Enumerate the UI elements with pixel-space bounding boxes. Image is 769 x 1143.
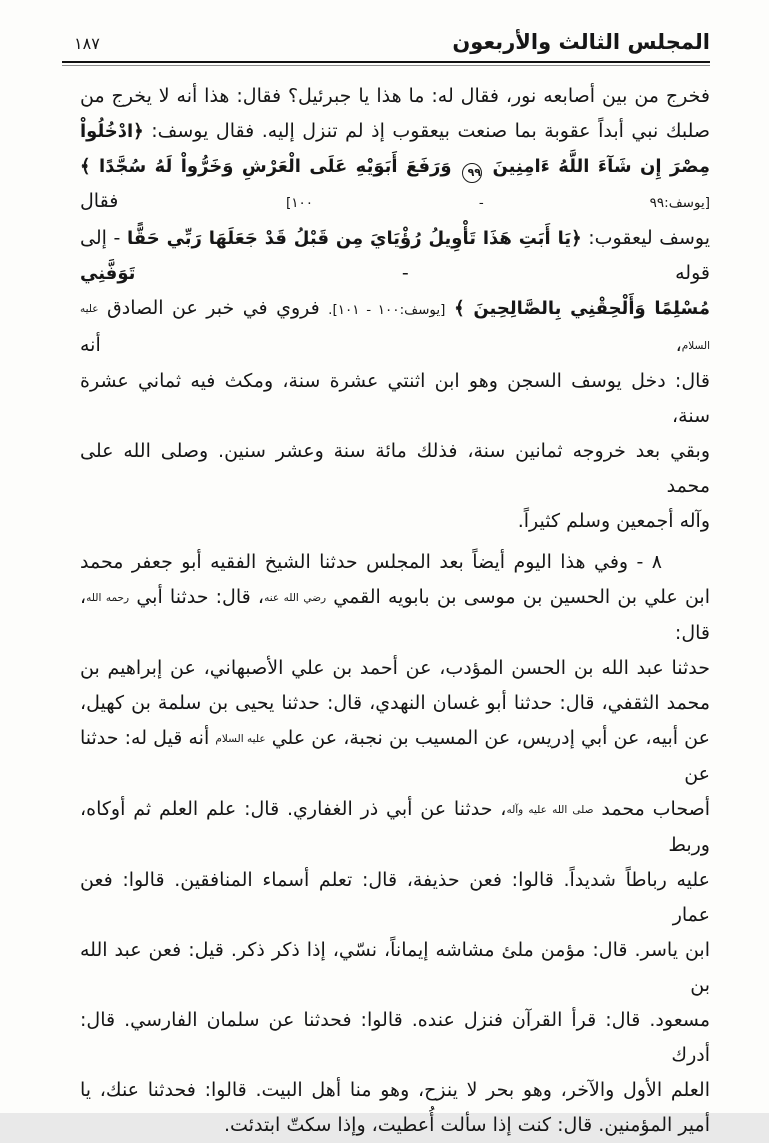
text-line: حدثنا عبد الله بن الحسن المؤدب، عن أحمد بن علي الأصبهاني، عن إبراهيم بن: [80, 657, 710, 679]
honorific-mark: عليه السلام: [80, 303, 710, 352]
text-line: [80, 291, 710, 364]
narration-text: ، قال:: [80, 586, 710, 644]
page-number: ١٨٧: [74, 34, 100, 53]
text-line: قال: دخل يوسف السجن وهو ابن اثنتي عشرة سنة، ومكث فيه ثماني عشرة سنة،: [80, 370, 710, 427]
honorific-mark: رضي الله عنه: [264, 592, 327, 604]
honorific-mark: عليه السلام: [215, 733, 266, 745]
narration-text: ، قال: حدثنا أبي: [129, 586, 265, 608]
quran-verse: ﴿يَا أَبَتِ هَذَا تَأْوِيلُ رُؤْيَايَ مِن قَبْلُ قَدْ جَعَلَهَا رَبِّي حَقًّا: [127, 228, 582, 249]
text-line: مسعود. قال: قرأ القرآن فنزل عنده. قالوا: فحدثنا عن سلمان الفارسي. قال: أدرك: [80, 1009, 710, 1066]
quran-verse: تَوَفَّنِي: [80, 263, 136, 284]
narration-text: فروي في خبر عن الصادق: [98, 297, 329, 319]
narration-text: ، حدثنا عن أبي ذر الغفاري. قال: علم العلم ثم أوكاه، وربط: [80, 798, 710, 856]
narration-text: أصحاب محمد: [593, 798, 711, 820]
text-line: ٨ - وفي هذا اليوم أيضاً بعد المجلس حدثنا الشيخ الفقيه أبو جعفر محمد: [80, 551, 662, 573]
text-line: عليه رباطاً شديداً. قالوا: فعن حذيفة، قال: تعلم أسماء المنافقين. قالوا: فعن عمار: [80, 869, 710, 926]
chapter-title: المجلس الثالث والأربعون: [452, 30, 710, 54]
honorific-mark: رحمه الله: [86, 592, 130, 604]
narration-text: يوسف ليعقوب:: [581, 227, 710, 249]
text-line: أمير المؤمنين. قال: كنت إذا سألت أُعطيت، وإذا سكتّ ابتدئت.: [224, 1114, 710, 1136]
text-line: [80, 149, 710, 221]
text-line: فخرج من بين أصابعه نور، فقال له: ما هذا يا جبرئيل؟ فقال: هذا أنه لا يخرج من: [80, 85, 710, 107]
paragraph-2: [80, 545, 710, 1143]
quran-verse: وَرَفَعَ أَبَوَيْهِ عَلَى الْعَرْشِ وَخَرُّواْ لَهُ سُجَّدًا ﴾: [80, 156, 461, 177]
text-line: وآله أجمعين وسلم كثيراً.: [517, 510, 710, 532]
text-line: [80, 792, 710, 863]
text-line: ابن ياسر. قال: مؤمن ملئ مشاشه إيماناً، نسّي، إذا ذكر ذكر. قيل: فعن عبد الله بن: [80, 939, 710, 996]
text-line: وبقي بعد خروجه ثمانين سنة، فذلك مائة سنة وعشر سنين. وصلى الله على محمد: [80, 440, 710, 497]
page-header: [0, 0, 769, 54]
narration-text: - إلى قوله -: [80, 227, 710, 284]
quran-verse: مُسْلِمًا وَأَلْحِقْنِي بِالصَّالِحِينَ ﴾: [445, 298, 710, 319]
paragraph-1: [80, 79, 710, 539]
narration-text: أنه قيل له: حدثنا عن: [80, 727, 710, 785]
page-body: [0, 66, 769, 1143]
honorific-mark: صلى الله عليه وآله: [506, 804, 594, 816]
verse-reference: [يوسف:٩٩ - ١٠٠]: [285, 195, 710, 211]
text-line: [80, 721, 710, 792]
text-line: [80, 221, 710, 291]
text-line: [80, 580, 710, 651]
narration-text: فقال: [80, 190, 286, 212]
text-line: محمد الثقفي، قال: حدثنا أبو غسان النهدي، قال: حدثنا يحيى بن سلمة بن كهيل،: [80, 692, 710, 714]
narration-text: عن أبيه، عن أبي إدريس، عن المسيب بن نجبة، عن علي: [265, 727, 710, 749]
quran-verse: ﴿ادْخُلُواْ: [80, 121, 144, 142]
text-line: العلم الأول والآخر، وهو بحر لا ينزح، وهو منا أهل البيت. قالوا: فحدثنا عنك، يا: [80, 1079, 710, 1101]
narration-text: ، أنه: [80, 334, 682, 356]
quran-verse: مِصْرَ إِن شَآءَ اللَّهُ ءَامِنِينَ: [484, 156, 710, 177]
ayah-number-badge: ٩٩: [462, 163, 482, 183]
narration-text: ابن علي بن الحسين بن موسى بن بابويه القمي: [326, 586, 710, 608]
narration-text: صلبك نبي أبداً عقوبة بما صنعت بيعقوب إذ لم تنزل إليه. فقال يوسف:: [143, 120, 710, 142]
text-line: [80, 114, 710, 149]
verse-reference: [يوسف:١٠٠ - ١٠١].: [328, 302, 446, 318]
